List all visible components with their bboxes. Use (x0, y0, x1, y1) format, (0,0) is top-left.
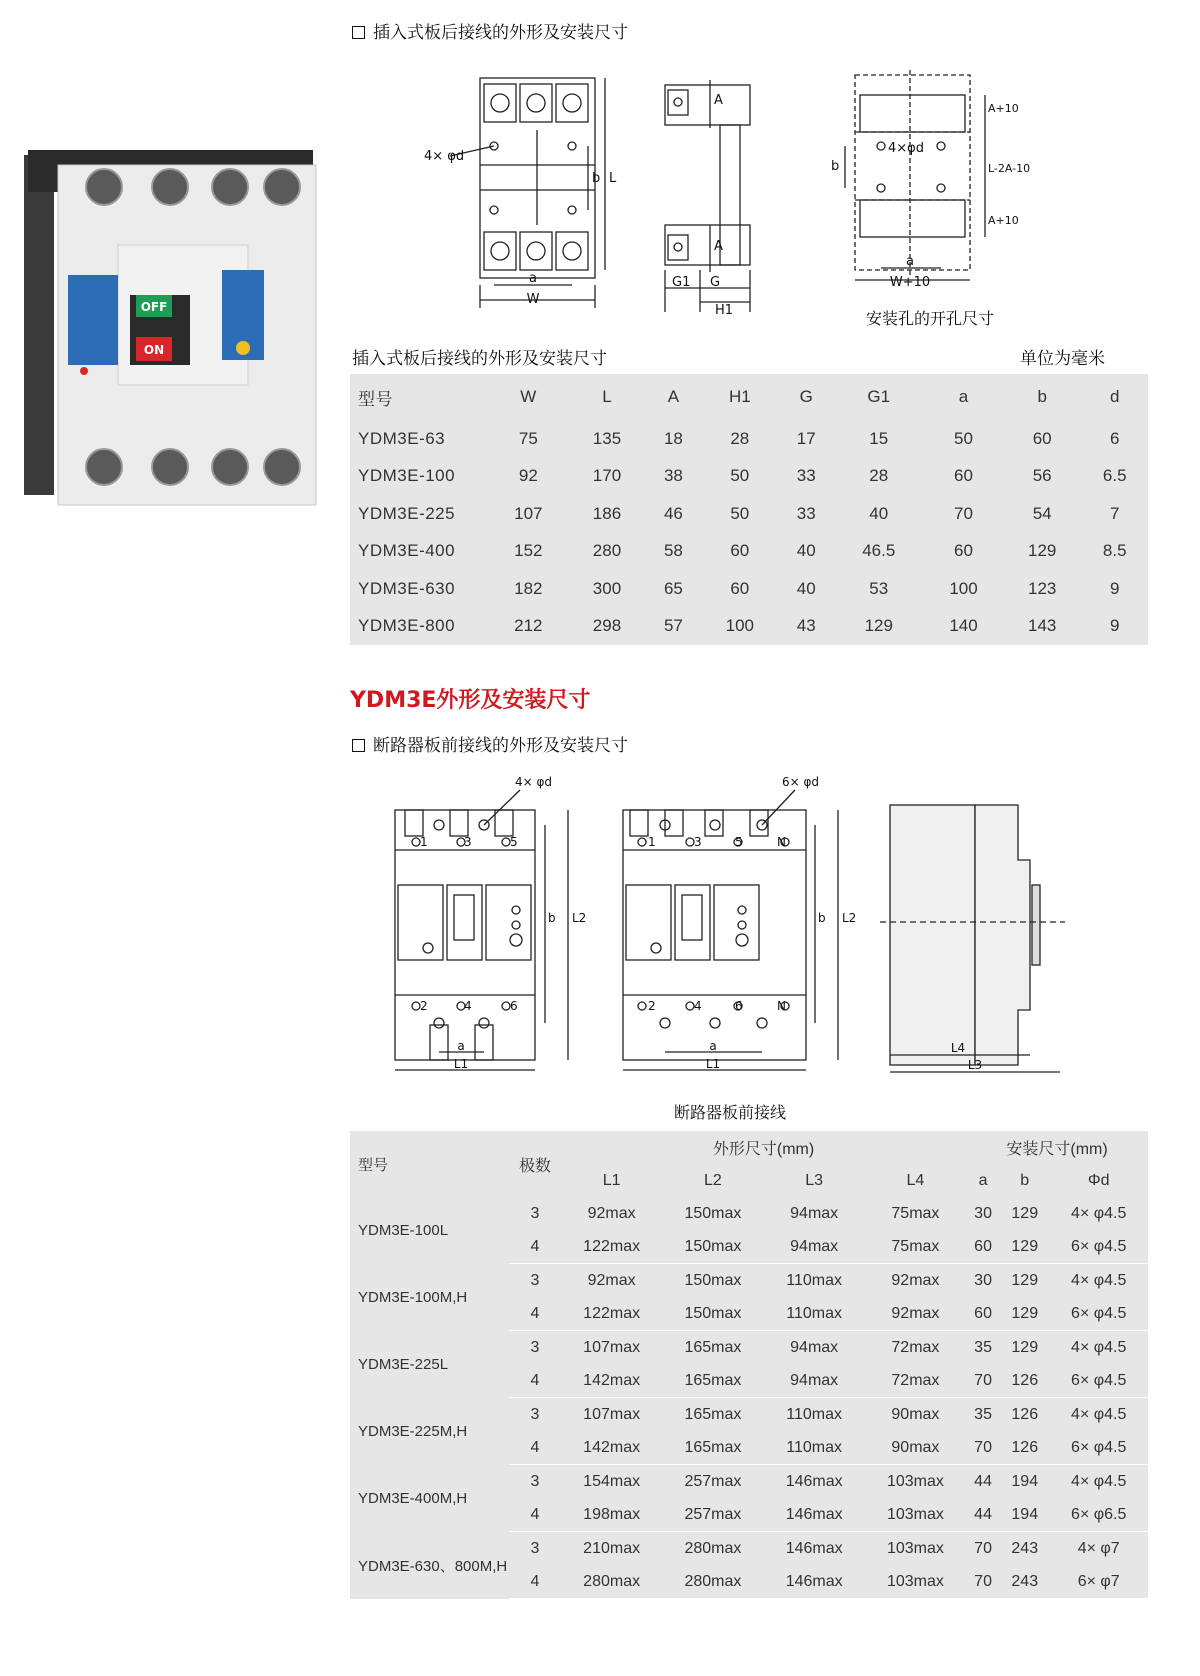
front-connection-caption: 断路器板前接线 (673, 1103, 786, 1122)
value-cell: 298 (592, 616, 622, 636)
value-cell: 129 (1011, 1271, 1039, 1289)
value-cell: 103max (865, 1565, 966, 1599)
value-cell: 28 (730, 428, 750, 448)
value-cell: 4× φ4.5 (1071, 1472, 1127, 1490)
value-cell: 194 (1000, 1498, 1049, 1532)
value-cell: 123 (1027, 578, 1057, 598)
value-cell: 103max (886, 1539, 944, 1557)
value-cell: 50 (954, 428, 973, 448)
dim-g-label: G (710, 275, 721, 290)
value-cell: 150max (662, 1230, 763, 1264)
value-cell: 92max (587, 1271, 636, 1289)
table-row (350, 1465, 1148, 1499)
value-cell: 75max (891, 1204, 940, 1222)
value-cell: 122max (561, 1230, 662, 1264)
value-cell: 146max (785, 1539, 843, 1557)
model-cell: YDM3E-100 (358, 466, 456, 486)
sub-header: L4 (906, 1171, 925, 1189)
model-cell: YDM3E-400M,H (358, 1489, 468, 1507)
value-cell: 7 (1110, 503, 1120, 523)
value-cell: 94max (790, 1338, 839, 1356)
terminal-1: 1 (648, 835, 656, 849)
terminal-n: N (777, 999, 786, 1013)
value-cell: 186 (592, 503, 622, 523)
model-cell: YDM3E-800 (358, 616, 456, 636)
value-cell: 198max (561, 1498, 662, 1532)
value-cell: 72max (891, 1338, 940, 1356)
terminal-5: 5 (510, 835, 518, 849)
dim-l1-label: L1 (453, 1057, 469, 1071)
value-cell: 40 (796, 541, 816, 561)
checkbox-square-icon (352, 26, 365, 39)
value-cell: 60 (1032, 428, 1052, 448)
value-cell: 75max (865, 1230, 966, 1264)
dim-a-label: a (457, 1039, 465, 1053)
model-cell: YDM3E-225M,H (358, 1422, 468, 1440)
value-cell: 100 (725, 616, 754, 636)
model-cell: YDM3E-630 (358, 578, 456, 598)
value-cell: 165max (684, 1338, 742, 1356)
value-cell: 50 (730, 466, 750, 486)
dim-l3-label: L3 (967, 1058, 983, 1072)
col-header: W (520, 387, 537, 406)
cut-b-label: b (831, 159, 840, 174)
value-cell: 143 (1027, 616, 1057, 636)
front-connection-diagram (380, 770, 1080, 1090)
model-cell: YDM3E-630、800M,H (358, 1557, 508, 1575)
value-cell: 6× φ7 (1049, 1565, 1148, 1599)
value-cell: 182 (514, 578, 543, 598)
value-cell: 92max (891, 1271, 940, 1289)
value-cell: 280 (592, 541, 622, 561)
dim-l1-label: L1 (705, 1057, 721, 1071)
value-cell: 142max (561, 1431, 662, 1465)
col-header: L (602, 387, 612, 406)
value-cell: 170 (592, 466, 622, 486)
sub-header: b (1020, 1171, 1030, 1189)
terminal-5: 5 (735, 835, 743, 849)
hole3-label: 4× φd (515, 775, 553, 789)
table-row (350, 458, 1148, 496)
value-cell: 33 (796, 503, 816, 523)
sub-header: L1 (602, 1171, 621, 1189)
value-cell: 257max (684, 1472, 742, 1490)
col-header: b (1037, 387, 1047, 406)
value-cell: 90max (865, 1431, 966, 1465)
value-cell: 44 (974, 1472, 992, 1490)
value-cell: 4× φ4.5 (1071, 1338, 1127, 1356)
table-row (350, 1398, 1148, 1432)
table-row (350, 533, 1148, 571)
rear-connection-table (350, 374, 1148, 645)
value-cell: 107 (514, 503, 543, 523)
table-row (350, 420, 1148, 458)
value-cell: 165max (684, 1405, 742, 1423)
value-cell: 18 (663, 428, 683, 448)
col-header: a (958, 387, 969, 406)
value-cell: 129 (1000, 1297, 1049, 1331)
poles-cell: 4 (509, 1498, 561, 1532)
value-cell: 44 (966, 1498, 1000, 1532)
value-cell: 146max (785, 1472, 843, 1490)
value-cell: 70 (966, 1431, 1000, 1465)
poles-cell: 3 (530, 1539, 540, 1557)
terminal-4: 4 (464, 999, 472, 1013)
poles-header: 极数 (518, 1157, 551, 1175)
poles-cell: 4 (509, 1364, 561, 1398)
unit-note: 单位为毫米 (1020, 349, 1105, 369)
value-cell: 56 (1032, 466, 1052, 486)
value-cell: 129 (864, 616, 893, 636)
table-row (350, 495, 1148, 533)
model-cell: YDM3E-100L (358, 1221, 449, 1239)
value-cell: 94max (790, 1204, 839, 1222)
value-cell: 46 (663, 503, 683, 523)
value-cell: 90max (891, 1405, 940, 1423)
terminal-4: 4 (694, 999, 702, 1013)
terminal-1: 1 (420, 835, 428, 849)
model-cell: YDM3E-225L (358, 1355, 449, 1373)
value-cell: 40 (796, 578, 816, 598)
value-cell: 28 (869, 466, 889, 486)
poles-cell: 3 (530, 1204, 540, 1222)
value-cell: 46.5 (862, 541, 896, 561)
value-cell: 107max (583, 1338, 641, 1356)
cut-a-label: a (906, 254, 914, 269)
value-cell: 126 (1011, 1405, 1039, 1423)
off-label: OFF (140, 300, 168, 314)
value-cell: 8.5 (1102, 541, 1127, 561)
value-cell: 129 (1011, 1338, 1039, 1356)
value-cell: 110max (764, 1431, 865, 1465)
value-cell: 243 (1011, 1539, 1039, 1557)
value-cell: 43 (796, 616, 816, 636)
dim-w-label: W (526, 292, 540, 307)
table-row (350, 1197, 1148, 1230)
value-cell: 70 (966, 1364, 1000, 1398)
terminal-6: 6 (735, 999, 743, 1013)
on-label: ON (143, 343, 165, 357)
value-cell: 142max (561, 1364, 662, 1398)
value-cell: 35 (974, 1405, 992, 1423)
value-cell: 57 (663, 616, 683, 636)
value-cell: 122max (561, 1297, 662, 1331)
terminal-n: N (777, 835, 786, 849)
model-header: 型号 (358, 1156, 389, 1174)
value-cell: 60 (954, 466, 973, 486)
value-cell: 6× φ4.5 (1049, 1364, 1148, 1398)
section2-title: YDM3E外形及安装尺寸 (350, 688, 591, 713)
value-cell: 4× φ4.5 (1071, 1271, 1127, 1289)
value-cell: 33 (796, 466, 816, 486)
value-cell: 110max (786, 1271, 843, 1289)
cut-a10-top-label: A+10 (988, 102, 1019, 115)
poles-cell: 4 (509, 1565, 561, 1599)
value-cell: 6× φ4.5 (1049, 1230, 1148, 1264)
value-cell: 92max (587, 1204, 636, 1222)
sub-header: a (978, 1171, 988, 1189)
value-cell: 30 (974, 1271, 992, 1289)
table-row (350, 608, 1148, 646)
value-cell: 6.5 (1102, 466, 1127, 486)
value-cell: 65 (663, 578, 683, 598)
dim-A-top-label: A (714, 93, 723, 108)
value-cell: 154max (583, 1472, 641, 1490)
value-cell: 150max (684, 1271, 742, 1289)
col-header: G (799, 387, 813, 406)
value-cell: 60 (730, 578, 750, 598)
cutout-caption: 安装孔的开孔尺寸 (865, 309, 994, 328)
value-cell: 58 (663, 541, 683, 561)
front-connection-table (350, 1131, 1148, 1599)
value-cell: 300 (592, 578, 622, 598)
terminal-2: 2 (648, 999, 656, 1013)
dim-l-label: L (609, 171, 617, 186)
value-cell: 54 (1032, 503, 1052, 523)
col-header: H1 (728, 387, 751, 406)
col-header: d (1110, 387, 1120, 406)
value-cell: 280max (662, 1565, 763, 1599)
model-cell: YDM3E-100M,H (358, 1288, 468, 1306)
value-cell: 35 (974, 1338, 992, 1356)
dim-l2-label: L2 (842, 911, 857, 925)
sub-header: Φd (1087, 1171, 1110, 1189)
outline-header: 外形尺寸(mm) (712, 1141, 815, 1158)
value-cell: 243 (1000, 1565, 1049, 1599)
value-cell: 129 (1000, 1230, 1049, 1264)
value-cell: 60 (730, 541, 750, 561)
poles-cell: 4 (509, 1297, 561, 1331)
sub-header: L3 (805, 1171, 824, 1189)
col-header: G1 (867, 387, 891, 406)
terminal-2: 2 (420, 999, 428, 1013)
value-cell: 60 (966, 1297, 1000, 1331)
value-cell: 194 (1011, 1472, 1039, 1490)
value-cell: 70 (954, 503, 973, 523)
dim-g1-label: G1 (672, 275, 691, 290)
cut-hole-label: 4×φd (888, 141, 924, 156)
value-cell: 9 (1110, 578, 1120, 598)
dim-l2-label: L2 (572, 911, 587, 925)
table1-caption: 插入式板后接线的外形及安装尺寸 (352, 349, 607, 369)
value-cell: 60 (954, 541, 973, 561)
cut-a10-bottom-label: A+10 (988, 214, 1019, 227)
terminal-6: 6 (510, 999, 518, 1013)
value-cell: 94max (764, 1230, 865, 1264)
poles-cell: 3 (530, 1338, 540, 1356)
terminal-3: 3 (464, 835, 472, 849)
cut-l2a10-label: L-2A-10 (988, 162, 1030, 175)
value-cell: 110max (764, 1297, 865, 1331)
section2-heading: 断路器板前接线的外形及安装尺寸 (352, 731, 628, 756)
value-cell: 146max (764, 1498, 865, 1532)
value-cell: 103max (886, 1472, 944, 1490)
install-header: 安装尺寸(mm) (1006, 1141, 1108, 1158)
value-cell: 140 (949, 616, 978, 636)
value-cell: 6× φ6.5 (1049, 1498, 1148, 1532)
value-cell: 4× φ4.5 (1071, 1405, 1127, 1423)
value-cell: 4× φ7 (1077, 1539, 1120, 1557)
value-cell: 53 (869, 578, 889, 598)
model-cell: YDM3E-225 (358, 503, 456, 523)
value-cell: 94max (764, 1364, 865, 1398)
table-header-row (350, 1131, 1148, 1164)
value-cell: 129 (1027, 541, 1057, 561)
dim-A-bottom-label: A (714, 239, 723, 254)
value-cell: 152 (514, 541, 543, 561)
terminal-3: 3 (694, 835, 702, 849)
value-cell: 17 (796, 428, 816, 448)
value-cell: 60 (966, 1230, 1000, 1264)
value-cell: 107max (583, 1405, 641, 1423)
table-row (350, 1331, 1148, 1365)
table-row (350, 1264, 1148, 1298)
value-cell: 38 (663, 466, 683, 486)
value-cell: 100 (949, 578, 978, 598)
dim-b-label: b (548, 911, 556, 925)
poles-cell: 3 (530, 1472, 540, 1490)
value-cell: 280max (561, 1565, 662, 1599)
dim-a-label: a (529, 271, 537, 286)
value-cell: 146max (764, 1565, 865, 1599)
value-cell: 75 (518, 428, 538, 448)
value-cell: 72max (865, 1364, 966, 1398)
value-cell: 135 (592, 428, 622, 448)
value-cell: 126 (1000, 1431, 1049, 1465)
value-cell: 129 (1011, 1204, 1039, 1222)
value-cell: 70 (974, 1539, 992, 1557)
value-cell: 165max (662, 1364, 763, 1398)
hole4-label: 6× φd (782, 775, 820, 789)
value-cell: 280max (684, 1539, 742, 1557)
value-cell: 212 (514, 616, 543, 636)
value-cell: 150max (662, 1297, 763, 1331)
value-cell: 6× φ4.5 (1049, 1431, 1148, 1465)
checkbox-square-icon (352, 739, 365, 752)
value-cell: 4× φ4.5 (1071, 1204, 1127, 1222)
value-cell: 6× φ4.5 (1049, 1297, 1148, 1331)
table-row (350, 1532, 1148, 1566)
value-cell: 15 (869, 428, 889, 448)
col-header: 型号 (358, 389, 393, 409)
section1-heading: 插入式板后接线的外形及安装尺寸 (352, 18, 628, 43)
value-cell: 6 (1110, 428, 1120, 448)
model-cell: YDM3E-63 (358, 428, 446, 448)
hole-label: 4× φd (424, 149, 465, 164)
value-cell: 30 (974, 1204, 992, 1222)
poles-cell: 3 (530, 1405, 540, 1423)
value-cell: 92 (518, 466, 538, 486)
poles-cell: 4 (509, 1431, 561, 1465)
value-cell: 40 (869, 503, 889, 523)
value-cell: 70 (966, 1565, 1000, 1599)
value-cell: 165max (662, 1431, 763, 1465)
value-cell: 210max (583, 1539, 641, 1557)
dim-a-label: a (709, 1039, 717, 1053)
poles-cell: 4 (509, 1230, 561, 1264)
dim-b-label: b (818, 911, 826, 925)
cut-w10-label: W+10 (889, 275, 931, 290)
dim-l4-label: L4 (950, 1041, 966, 1055)
dim-b-label: b (592, 171, 601, 186)
value-cell: 92max (865, 1297, 966, 1331)
table-row (350, 570, 1148, 608)
value-cell: 257max (662, 1498, 763, 1532)
value-cell: 110max (786, 1405, 843, 1423)
value-cell: 150max (684, 1204, 742, 1222)
value-cell: 50 (730, 503, 750, 523)
poles-cell: 3 (530, 1271, 540, 1289)
breaker-product-photo (18, 145, 318, 515)
dim-h1-label: H1 (715, 303, 734, 318)
sub-header: L2 (704, 1171, 722, 1189)
value-cell: 126 (1000, 1364, 1049, 1398)
model-cell: YDM3E-400 (358, 541, 456, 561)
table-header-row (350, 374, 1148, 420)
col-header: A (667, 387, 680, 406)
value-cell: 103max (865, 1498, 966, 1532)
value-cell: 9 (1110, 616, 1120, 636)
